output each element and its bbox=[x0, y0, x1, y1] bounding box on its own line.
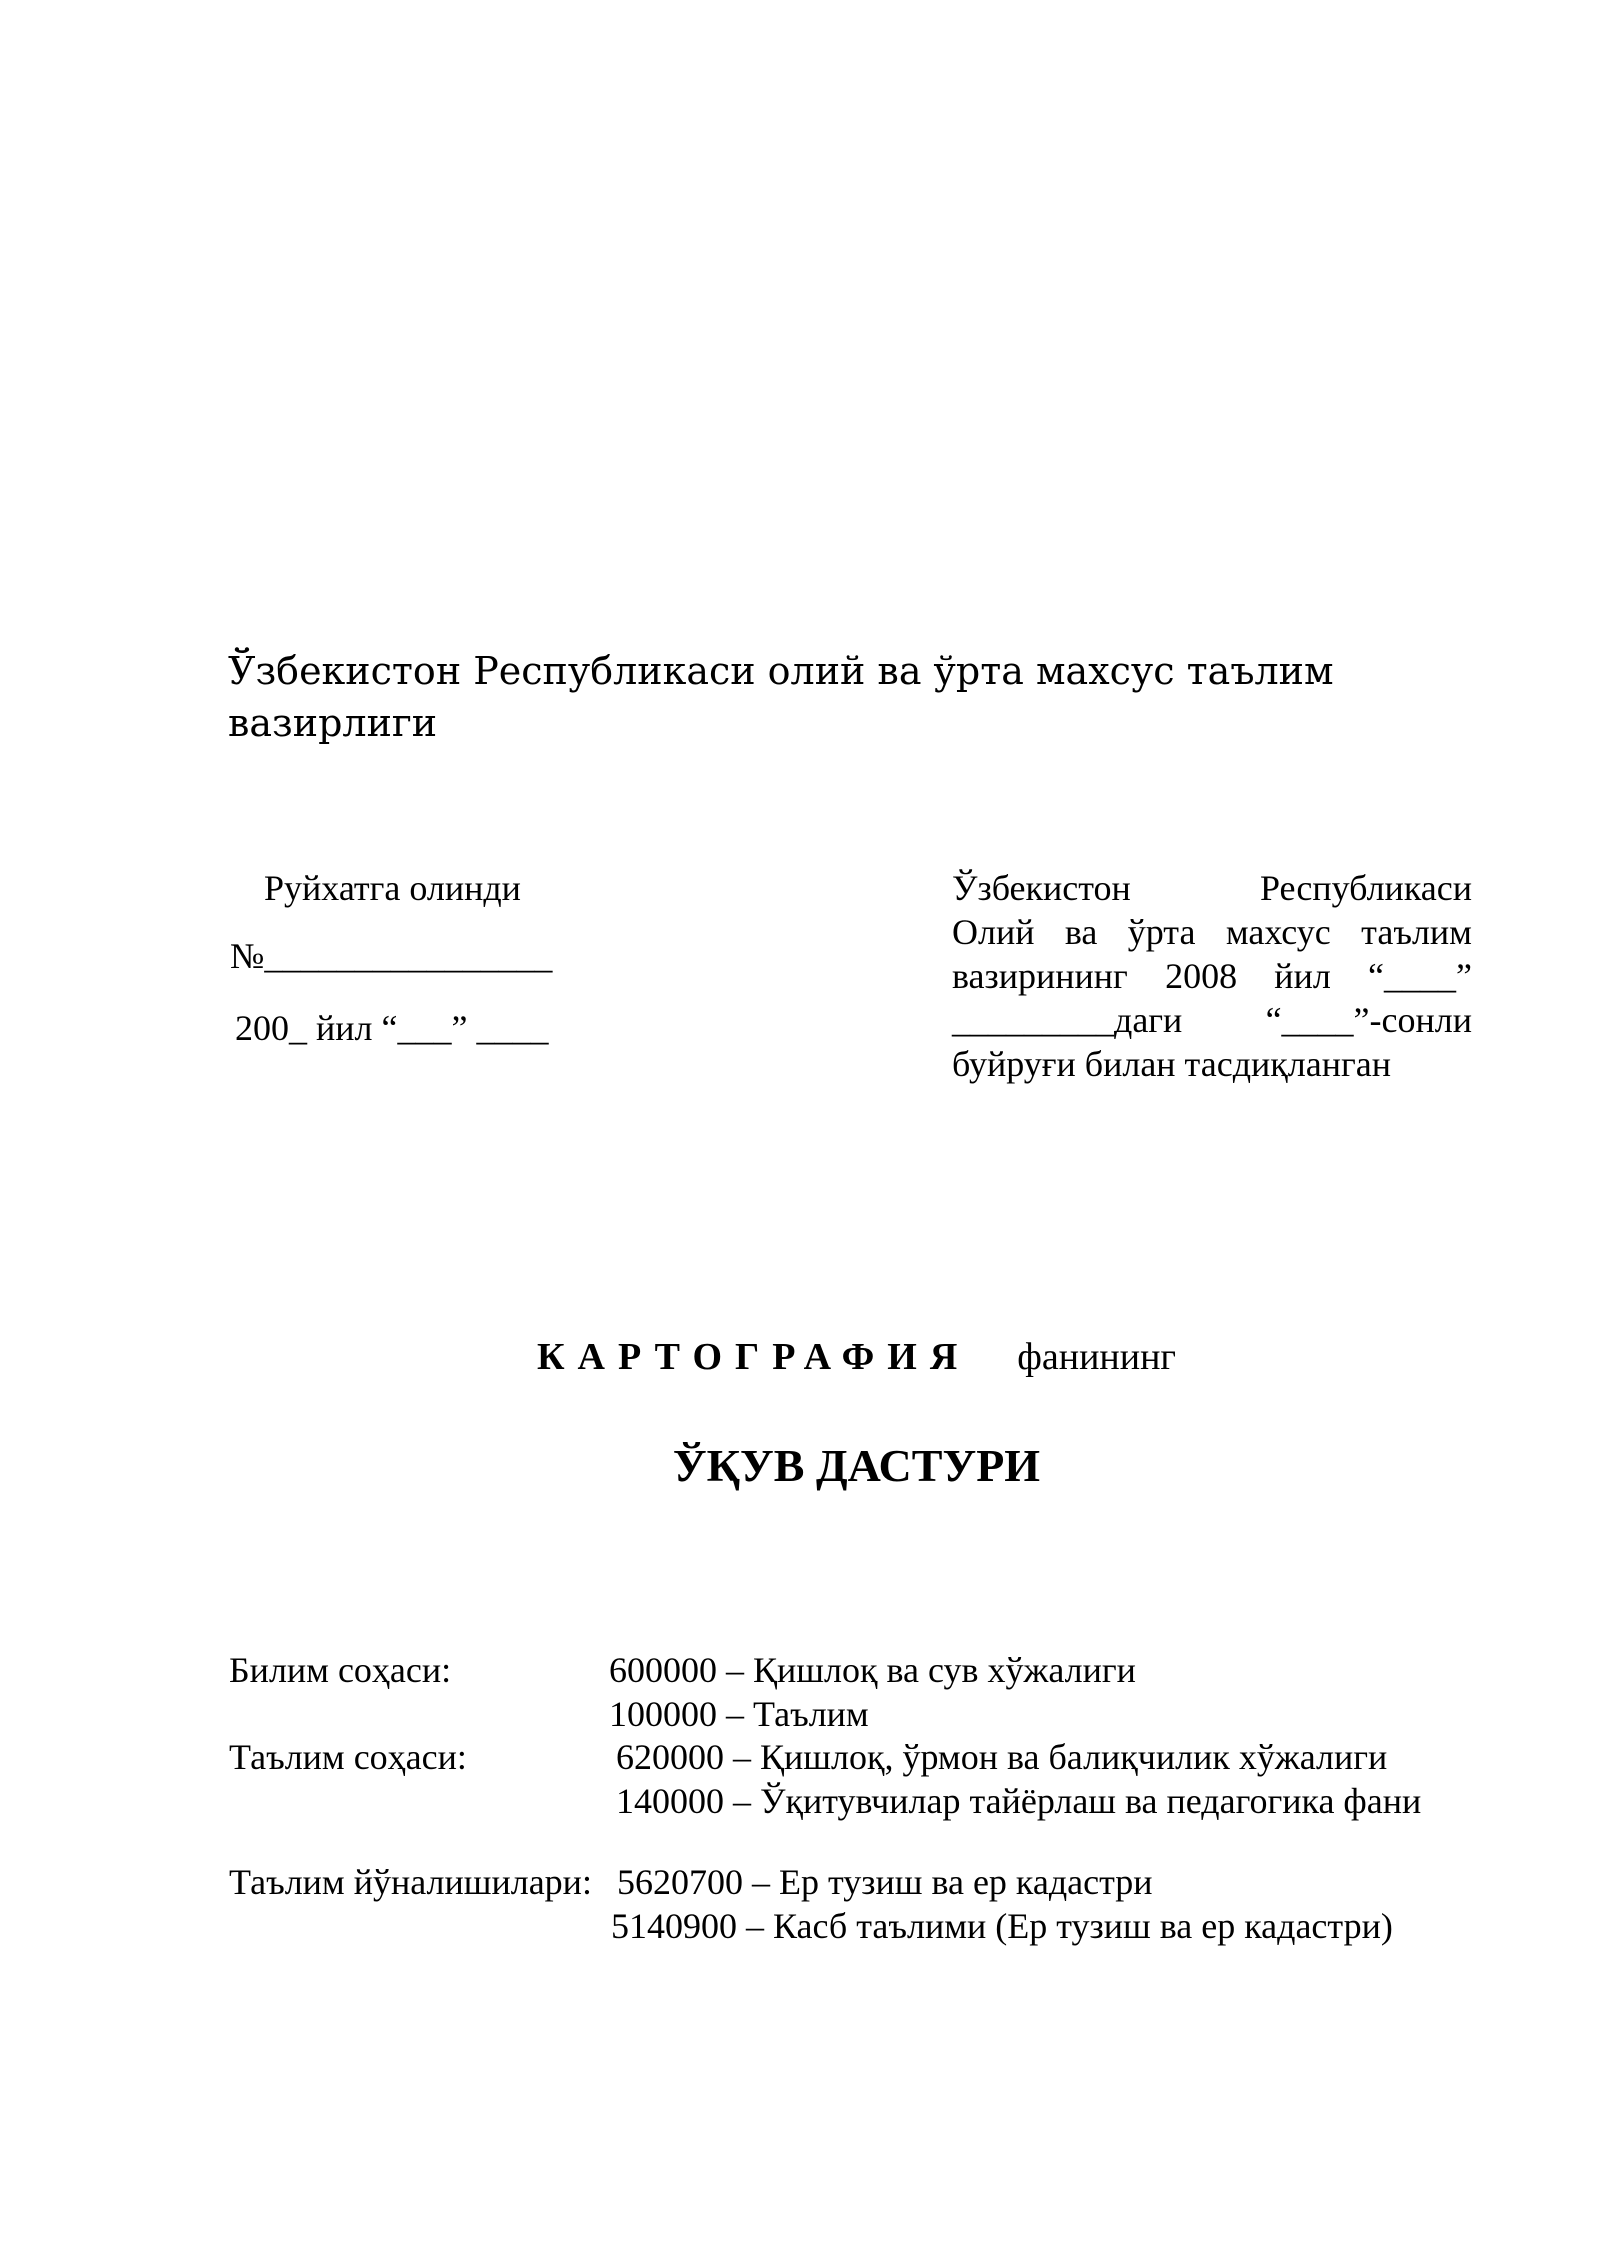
approval-line-1: Ўзбекистон Республикаси bbox=[952, 868, 1472, 908]
knowledge-area-value-1: 600000 – Қишлоқ ва сув хўжалиги bbox=[609, 1650, 1136, 1690]
registration-label: Руйхатга олинди bbox=[264, 868, 521, 908]
approval-line-3: вазирининг 2008 йил “____” bbox=[952, 956, 1472, 996]
approval-line-4: _________даги “____”-сонли bbox=[952, 1000, 1472, 1040]
ministry-header bbox=[228, 645, 1334, 749]
directions-value-2: 5140900 – Касб таълими (Ер тузиш ва ер кадастри) bbox=[611, 1906, 1393, 1946]
subject-line bbox=[0, 1332, 1600, 1382]
directions-value-1: 5620700 – Ер тузиш ва ер кадастри bbox=[617, 1862, 1153, 1902]
approval-line-5: буйруғи билан тасдиқланган bbox=[952, 1044, 1391, 1084]
ministry-line-1: Ўзбекистон Республикаси олий ва ўрта махсус таълим bbox=[228, 649, 1334, 693]
approval-line-2: Олий ва ўрта махсус таълим bbox=[952, 912, 1472, 952]
directions-label: Таълим йўналишилари: bbox=[229, 1862, 592, 1902]
approval-block bbox=[952, 866, 1472, 1086]
education-area-label: Таълим соҳаси: bbox=[229, 1737, 467, 1777]
knowledge-area-value-2: 100000 – Таълим bbox=[609, 1694, 869, 1734]
registration-date: 200_ йил “___” ____ bbox=[235, 1008, 549, 1048]
ministry-line-2: вазирлиги bbox=[228, 701, 438, 745]
subject-suffix: фанининг bbox=[1017, 1336, 1177, 1378]
education-area-value-1: 620000 – Қишлоқ, ўрмон ва балиқчилик хўжалиги bbox=[616, 1737, 1388, 1777]
document-title: ЎҚУВ ДАСТУРИ bbox=[672, 1440, 1041, 1491]
subject-name: КАРТОГРАФИЯ bbox=[536, 1336, 971, 1378]
knowledge-area-label: Билим соҳаси: bbox=[229, 1650, 452, 1690]
education-area-value-2: 140000 – Ўқитувчилар тайёрлаш ва педагогика фани bbox=[616, 1781, 1422, 1821]
registration-number: №________________ bbox=[230, 936, 553, 976]
